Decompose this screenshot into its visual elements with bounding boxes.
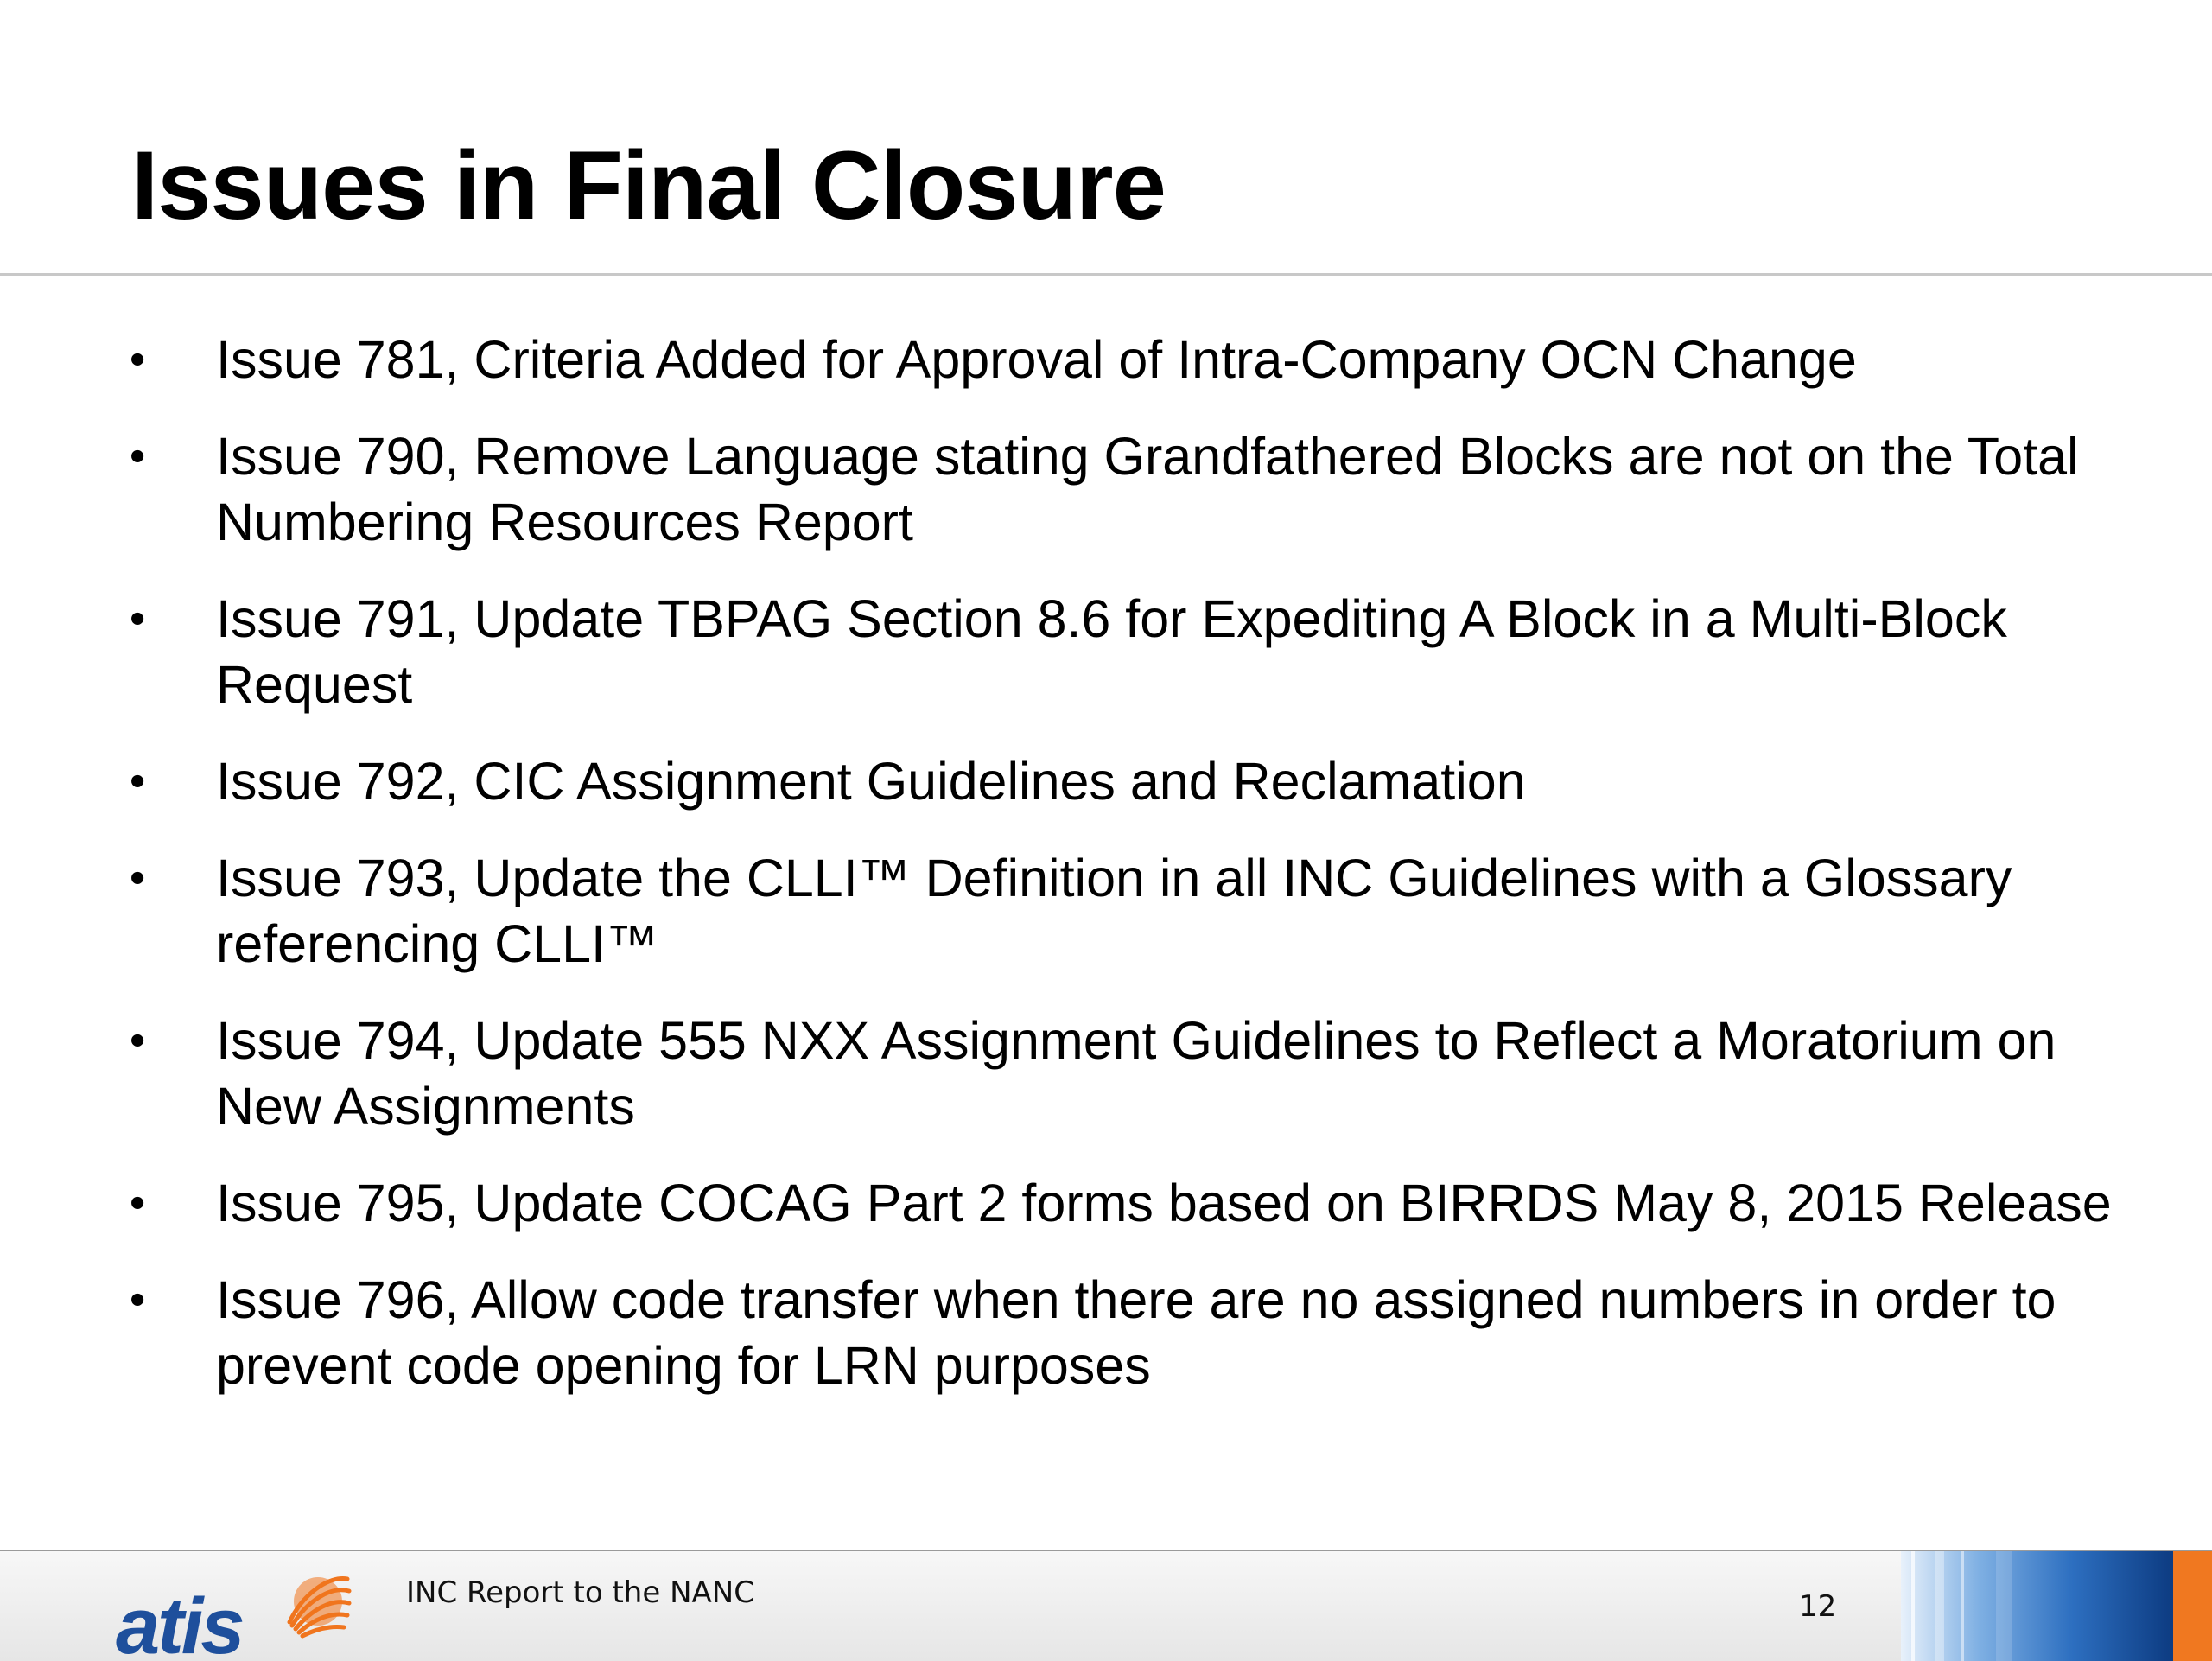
bullet-text: Issue 793, Update the CLLI™ Definition in all INC Guidelines with a Glossary referencing CLLI™ bbox=[216, 849, 2012, 973]
bullet-item bbox=[130, 1267, 2117, 1398]
bullet-glyph: • bbox=[130, 1275, 146, 1325]
bullet-item bbox=[130, 586, 2117, 717]
title-divider bbox=[0, 273, 2212, 276]
bullet-item bbox=[130, 1008, 2117, 1139]
bullet-glyph: • bbox=[130, 594, 146, 644]
bullet-text: Issue 794, Update 555 NXX Assignment Guidelines to Reflect a Moratorium on New Assignments bbox=[216, 1011, 2056, 1136]
bullet-text: Issue 792, CIC Assignment Guidelines and Reclamation bbox=[216, 752, 1526, 811]
footer-report-title: INC Report to the NANC bbox=[406, 1575, 754, 1610]
bullet-list bbox=[130, 327, 2117, 1429]
atis-logo bbox=[112, 1560, 354, 1661]
bullet-item bbox=[130, 1170, 2117, 1236]
bullet-glyph: • bbox=[130, 1178, 146, 1228]
bullet-glyph: • bbox=[130, 853, 146, 903]
bullet-glyph: • bbox=[130, 1015, 146, 1066]
bullet-item bbox=[130, 327, 2117, 392]
bullet-glyph: • bbox=[130, 756, 146, 806]
bullet-text: Issue 781, Criteria Added for Approval of Intra-Company OCN Change bbox=[216, 330, 1857, 389]
bullet-item bbox=[130, 423, 2117, 555]
bullet-text: Issue 790, Remove Language stating Grandfathered Blocks are not on the Total Numbering Resources Report bbox=[216, 427, 2079, 551]
bullet-item bbox=[130, 748, 2117, 814]
slide-title: Issues in Final Closure bbox=[131, 131, 1166, 239]
bullet-text: Issue 795, Update COCAG Part 2 forms based on BIRRDS May 8, 2015 Release bbox=[216, 1174, 2112, 1232]
page-number: 12 bbox=[1799, 1589, 1837, 1624]
slide-footer bbox=[0, 1550, 2212, 1661]
bullet-glyph: • bbox=[130, 431, 146, 481]
footer-decoration bbox=[1901, 1551, 2212, 1661]
logo-wordmark: atis bbox=[116, 1582, 243, 1661]
bullet-text: Issue 791, Update TBPAG Section 8.6 for Expediting A Block in a Multi-Block Request bbox=[216, 589, 2007, 714]
bullet-text: Issue 796, Allow code transfer when there are no assigned numbers in order to prevent code opening for LRN purposes bbox=[216, 1270, 2056, 1395]
bullet-glyph: • bbox=[130, 334, 146, 385]
bullet-item bbox=[130, 845, 2117, 977]
